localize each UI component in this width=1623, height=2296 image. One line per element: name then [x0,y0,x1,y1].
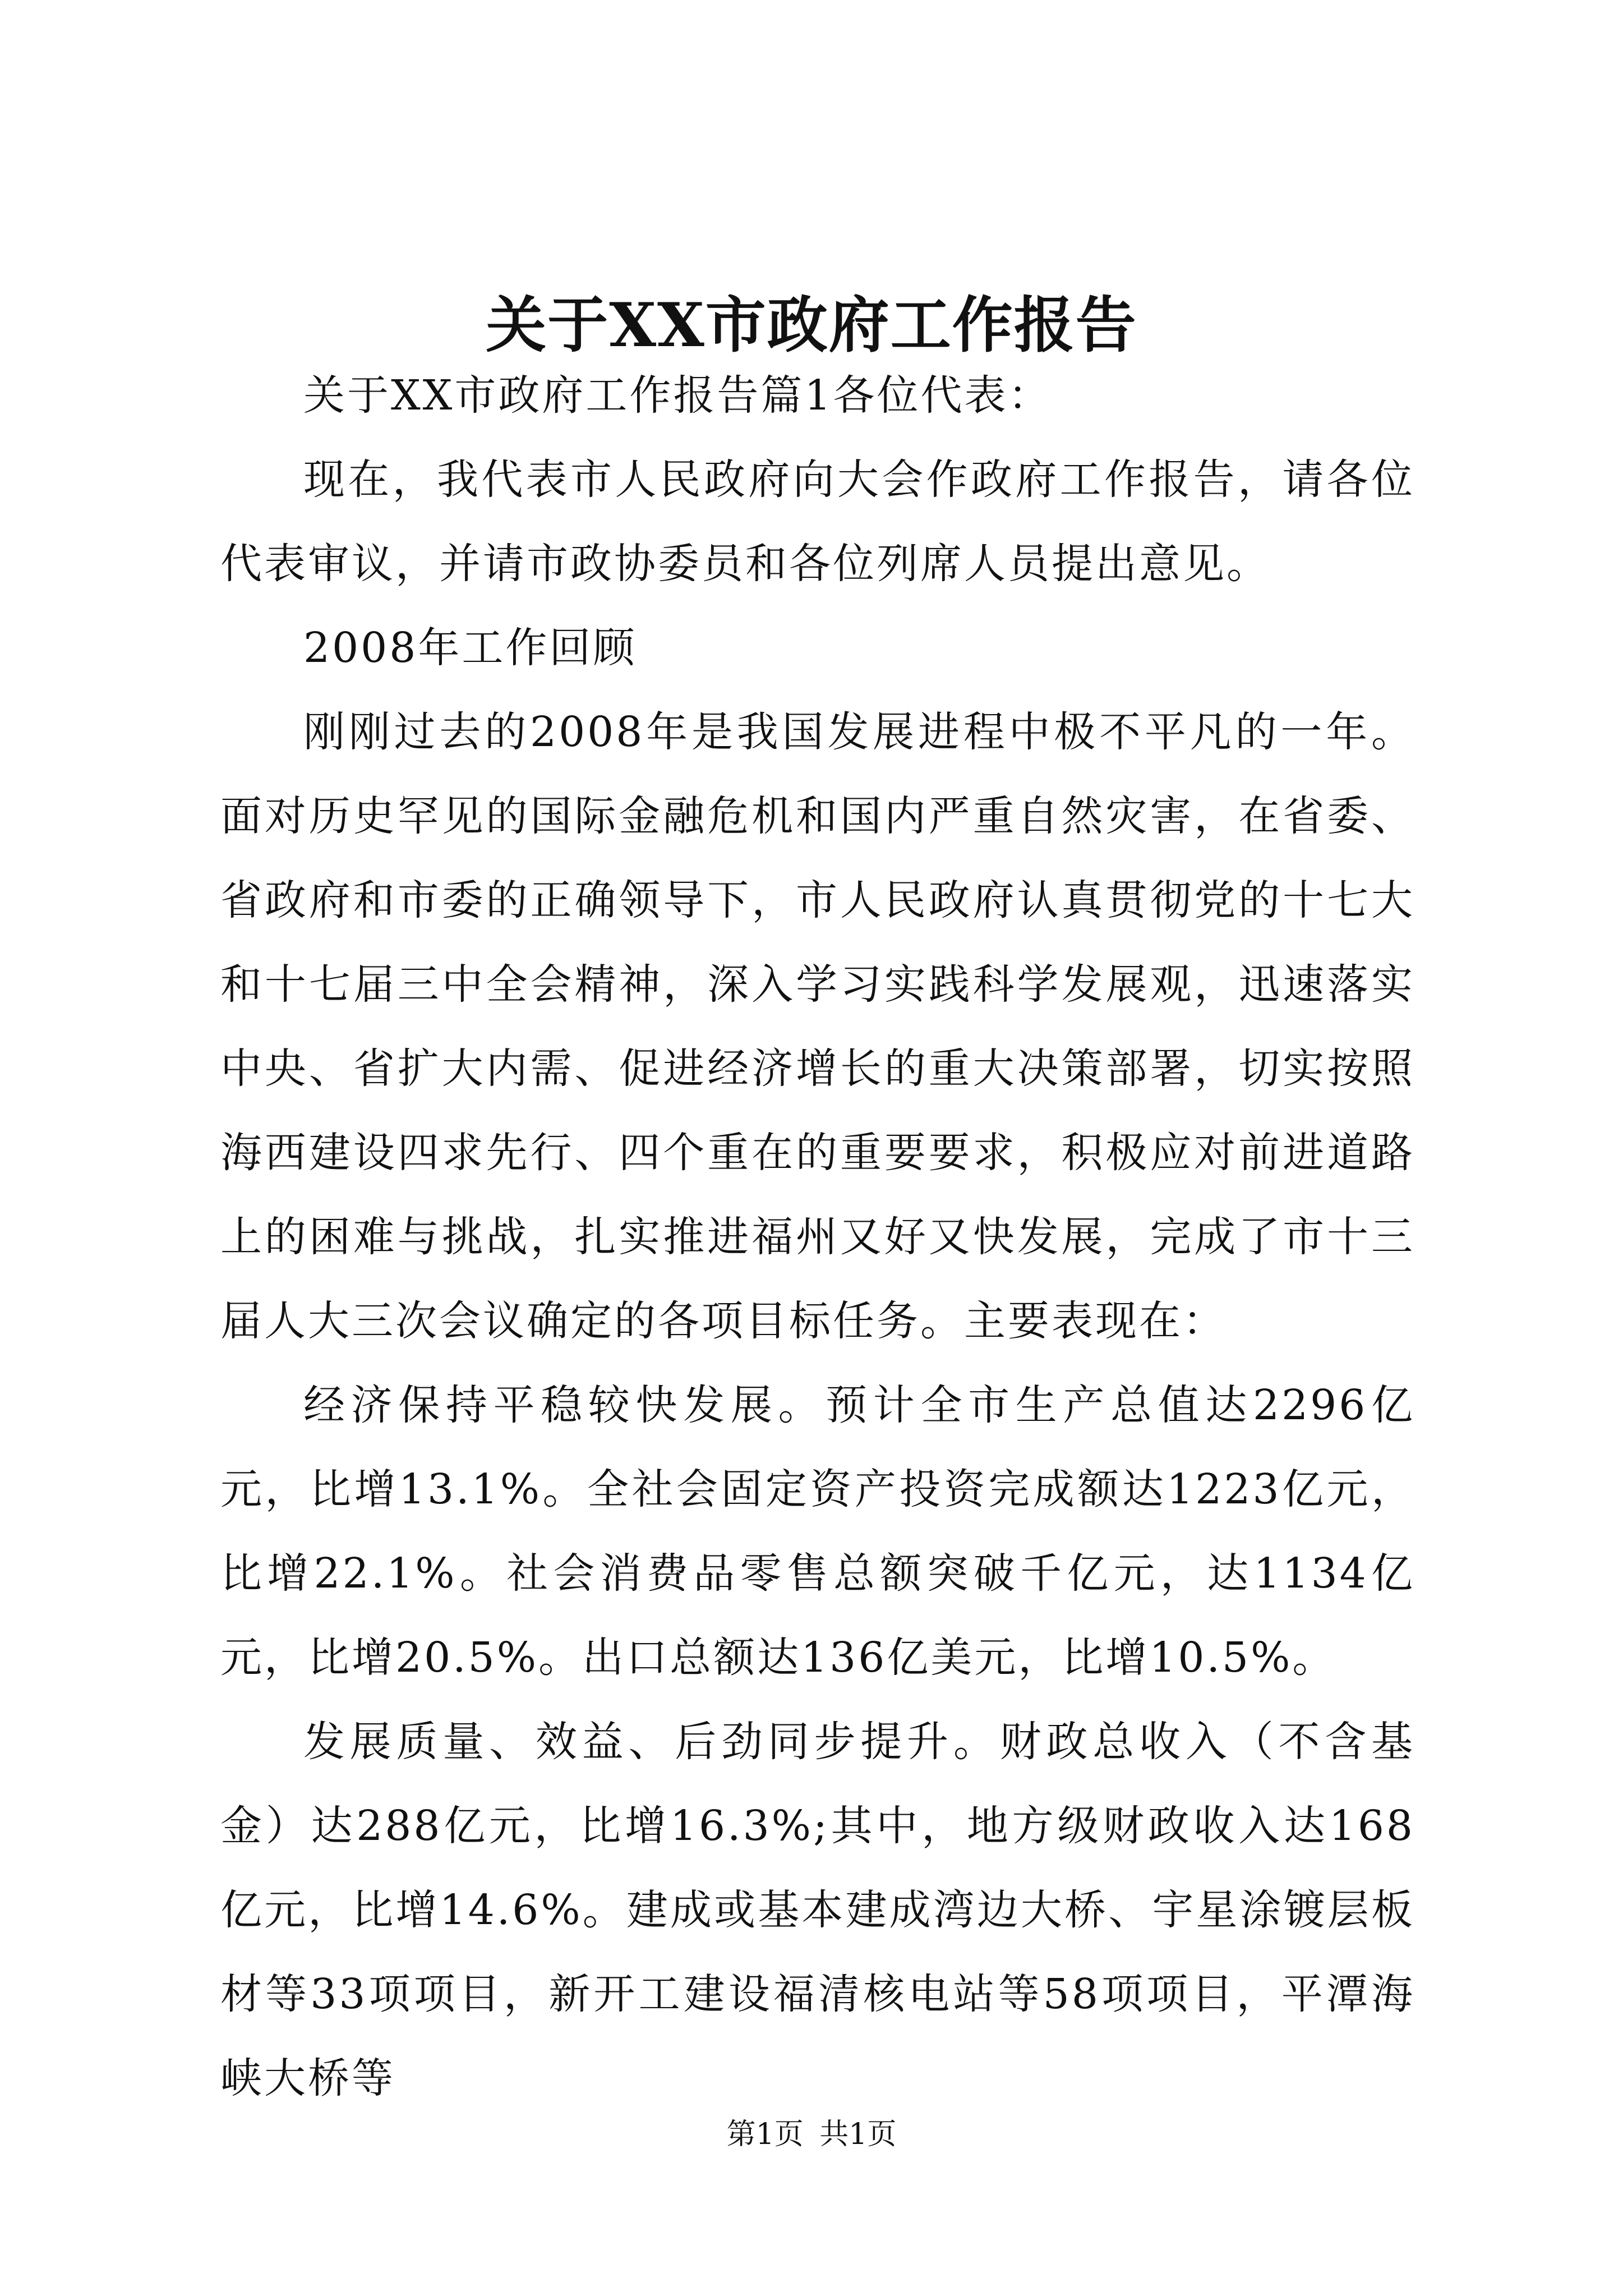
paragraph-salutation: 关于XX市政府工作报告篇1各位代表： [303,371,1052,420]
page-number-current: 第1页 [726,2118,804,2151]
page-footer [0,2115,1623,2154]
document-title: 关于XX市政府工作报告 [486,290,1137,361]
document-body [220,353,1415,2120]
section-heading-review: 2008年工作回顾 [303,624,637,672]
paragraph-intro: 现在，我代表市人民政府向大会作政府工作报告，请各位代表审议，并请市政协委员和各位列席人员提出意见。 [220,455,1415,588]
paragraph-economy: 经济保持平稳较快发展。预计全市生产总值达2296亿元，比增13.1%。全社会固定资产投资完成额达1223亿元，比增22.1%。社会消费品零售总额突破千亿元，达1134亿元，比增20.5%。出口总额达136亿美元，比增10.5%。 [220,1381,1415,1682]
paragraph-quality: 发展质量、效益、后劲同步提升。财政总收入（不含基金）达288亿元，比增16.3%;其中，地方级财政收入达168亿元，比增14.6%。建成或基本建成湾边大桥、宇星涂镀层板材等33项项目，新开工建设福清核电站等58项项目，平潭海峡大桥等 [220,1718,1415,2102]
page-number-total: 共1页 [819,2118,897,2151]
paragraph-review: 刚刚过去的2008年是我国发展进程中极不平凡的一年。面对历史罕见的国际金融危机和国内严重自然灾害，在省委、省政府和市委的正确领导下，市人民政府认真贯彻党的十七大和十七届三中全会精神，深入学习实践科学发展观，迅速落实中央、省扩大内需、促进经济增长的重大决策部署，切实按照海西建设四求先行、四个重在的重要要求，积极应对前进道路上的困难与挑战，扎实推进福州又好又快发展，完成了市十三届人大三次会议确定的各项目标任务。主要表现在： [220,708,1415,1345]
